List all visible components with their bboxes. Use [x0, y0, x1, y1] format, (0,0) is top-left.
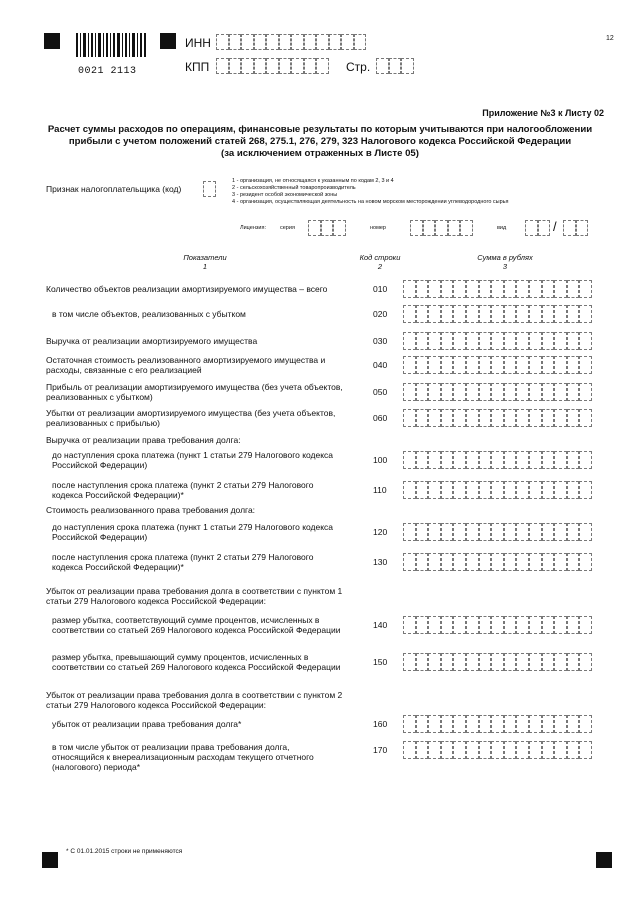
taxpayer-code-4: 4 - организация, осуществляющая деятельность на новом морском месторождении углеводородного сырья [232, 199, 509, 205]
taxpayer-code-2: 2 - сельскохозяйственный товаропроизводитель [232, 185, 356, 191]
taxpayer-codes [232, 178, 612, 206]
group-2-heading: Стоимость реализованного права требования долга: [46, 505, 256, 515]
column-header-2 [350, 253, 410, 271]
row-160-text: убыток от реализации права требования долга* [52, 719, 242, 729]
corner-marker-top-left [44, 33, 60, 49]
appendix-ref: Приложение №3 к Листу 02 [482, 108, 604, 118]
row-050-code: 050 [373, 387, 388, 397]
license-label: Лицензия: [240, 225, 266, 231]
taxpayer-code-3: 3 - резидент особой экономической зоны [232, 192, 338, 198]
taxpayer-code-field[interactable] [203, 181, 216, 197]
row-010-text: Количество объектов реализации амортизируемого имущества – всего [46, 284, 328, 294]
inn-label: ИНН [185, 36, 211, 50]
row-170-text: в том числе убыток от реализации права требования долга, относящийся к внереализационным расходам текущего отчетного (налогового) периода* [52, 742, 314, 772]
row-150-text: размер убытка, превышающий сумму процентов, исчисленных в соответствии со статьей 269 Налогового кодекса Российской Федерации [52, 652, 341, 672]
row-040-code: 040 [373, 360, 388, 370]
title-line-2: прибыли с учетом положений статей 268, 275.1, 276, 279, 323 Налогового кодекса Российской Федерации [68, 136, 572, 147]
row-130-code: 130 [373, 557, 388, 567]
column-header-1 [160, 253, 250, 271]
page-field[interactable] [376, 58, 414, 74]
row-040-field[interactable] [403, 356, 592, 374]
license-number-field[interactable] [410, 220, 473, 236]
page-title [20, 124, 620, 160]
row-060-code: 060 [373, 413, 388, 423]
row-130-field[interactable] [403, 553, 592, 571]
kpp-label: КПП [185, 60, 210, 74]
barcode-number: 0021 2113 [78, 66, 137, 77]
corner-marker-top-mid [160, 33, 176, 49]
row-140-code: 140 [373, 620, 388, 630]
row-030-field[interactable] [403, 332, 592, 350]
row-010-field[interactable] [403, 280, 592, 298]
row-120-field[interactable] [403, 523, 592, 541]
group-3-heading: Убыток от реализации права требования долга в соответствии с пунктом 1 статьи 279 Налогового кодекса Российской Федерации: [46, 586, 343, 606]
corner-marker-bottom-left [42, 852, 58, 868]
row-130-text: после наступления срока платежа (пункт 2 статьи 279 Налогового кодекса Российской Федерации)* [52, 552, 314, 572]
row-100-field[interactable] [403, 451, 592, 469]
row-030-code: 030 [373, 336, 388, 346]
column-header-1-label: Показатели [183, 253, 227, 262]
taxpayer-code-1: 1 - организация, не относящаяся к указанным по кодам 2, 3 и 4 [232, 178, 394, 184]
row-020-field[interactable] [403, 305, 592, 323]
footnote: * С 01.01.2015 строки не применяются [66, 848, 183, 855]
title-line-3: (за исключением отраженных в Листе 05) [221, 148, 419, 159]
row-100-code: 100 [373, 455, 388, 465]
row-110-text: после наступления срока платежа (пункт 2 статьи 279 Налогового кодекса Российской Федерации)* [52, 480, 314, 500]
row-030-text: Выручка от реализации амортизируемого имущества [46, 336, 258, 346]
license-type-field[interactable] [525, 220, 550, 236]
column-header-2-number: 2 [377, 262, 383, 271]
column-header-3-label: Сумма в рублях [477, 253, 533, 262]
row-110-field[interactable] [403, 481, 592, 499]
group-1-heading: Выручка от реализации права требования долга: [46, 435, 241, 445]
taxpayer-label: Признак налогоплательщика (код) [46, 184, 182, 194]
column-header-1-number: 1 [202, 262, 208, 271]
row-170-code: 170 [373, 745, 388, 755]
column-header-3-number: 3 [502, 262, 508, 271]
row-060-field[interactable] [403, 409, 592, 427]
row-150-code: 150 [373, 657, 388, 667]
row-170-field[interactable] [403, 741, 592, 759]
row-100-text: до наступления срока платежа (пункт 1 статьи 279 Налогового кодекса Российской Федерации) [52, 450, 334, 470]
column-header-2-label: Код строки [359, 253, 401, 262]
row-040-text: Остаточная стоимость реализованного амортизируемого имущества и расходы, связанные с его реализацией [46, 355, 326, 375]
column-header-3 [465, 253, 545, 271]
row-020-text: в том числе объектов, реализованных с убытком [52, 309, 246, 319]
license-series-field[interactable] [308, 220, 346, 236]
license-slash: / [553, 219, 557, 234]
title-line-1: Расчет суммы расходов по операциям, финансовые результаты по которым учитываются при налогообложении [47, 124, 593, 135]
row-140-text: размер убытка, соответствующий сумме процентов, исчисленных в соответствии со статьей 269 Налогового кодекса Российской Федерации [52, 615, 341, 635]
row-140-field[interactable] [403, 616, 592, 634]
license-number-label: номер [370, 225, 386, 231]
row-160-field[interactable] [403, 715, 592, 733]
license-type-label: вид [497, 225, 507, 231]
inn-field[interactable] [216, 34, 366, 50]
row-050-text: Прибыль от реализации амортизируемого имущества (без учета объектов, реализованных с убытком) [46, 382, 343, 402]
group-4-heading: Убыток от реализации права требования долга в соответствии с пунктом 2 статьи 279 Налогового кодекса Российской Федерации: [46, 690, 343, 710]
row-020-code: 020 [373, 309, 388, 319]
license-type-field-2[interactable] [563, 220, 588, 236]
corner-marker-bottom-right [596, 852, 612, 868]
license-series-label: серия [280, 225, 295, 231]
row-060-text: Убытки от реализации амортизируемого имущества (без учета объектов, реализованных с прибылью) [46, 408, 336, 428]
row-120-text: до наступления срока платежа (пункт 1 статьи 279 Налогового кодекса Российской Федерации) [52, 522, 334, 542]
barcode [76, 33, 146, 67]
row-150-field[interactable] [403, 653, 592, 671]
page-number: 12 [606, 35, 614, 42]
page-label: Стр. [346, 60, 371, 74]
row-010-code: 010 [373, 284, 388, 294]
barcode-icon [76, 33, 146, 67]
row-050-field[interactable] [403, 383, 592, 401]
row-120-code: 120 [373, 527, 388, 537]
row-110-code: 110 [373, 485, 387, 495]
row-160-code: 160 [373, 719, 388, 729]
kpp-field[interactable] [216, 58, 329, 74]
